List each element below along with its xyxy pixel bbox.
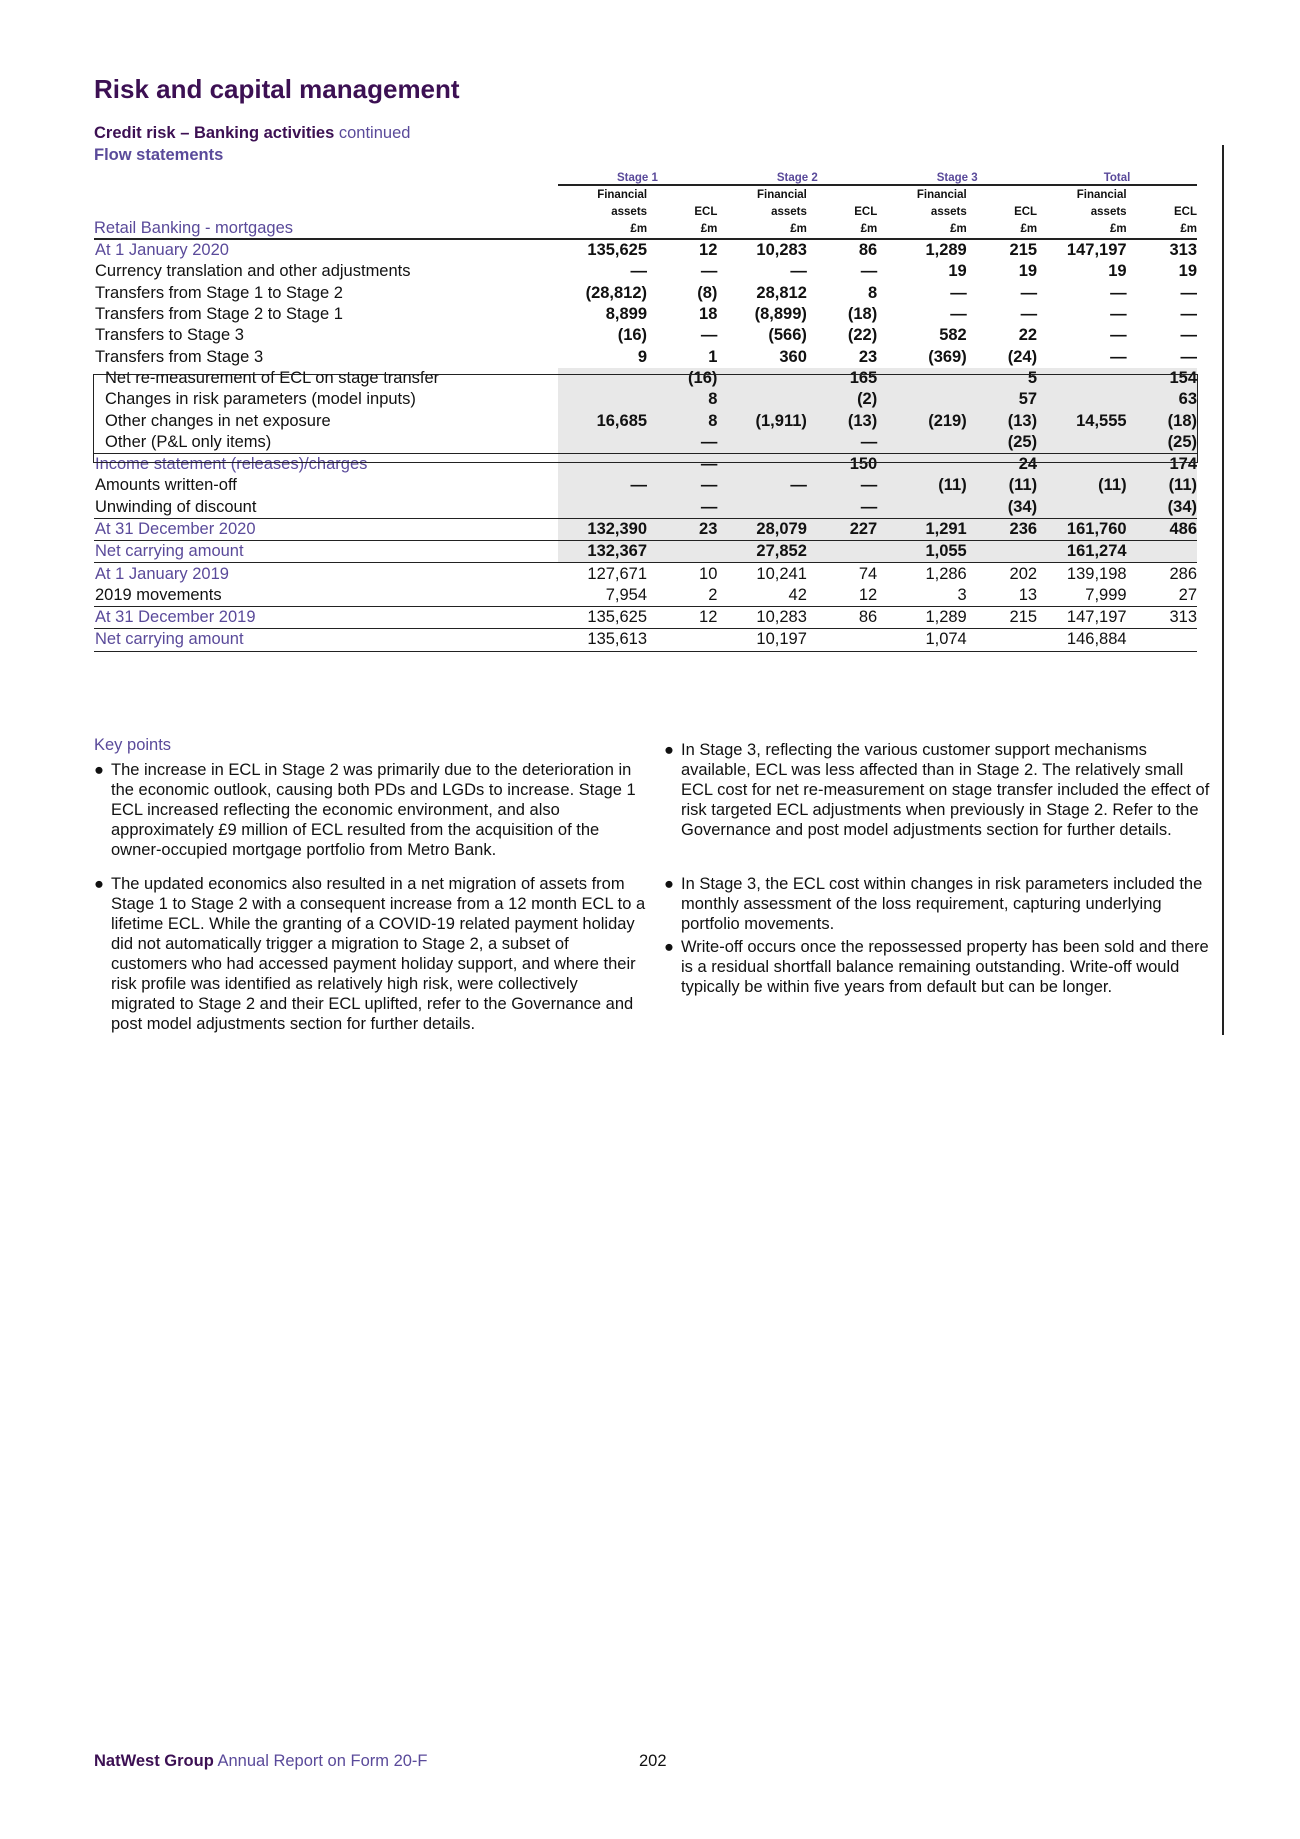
table-row	[94, 541, 1197, 563]
ecl-cell: (18)	[847, 305, 878, 324]
key-point-text: Write-off occurs once the repossessed property has been sold and there is a residual shortfall balance remaining outstanding. Write-off would typically be within five years from default but can be longer.	[681, 938, 1209, 996]
ecl-cell: —	[860, 262, 878, 281]
row-label: 2019 movements	[95, 585, 222, 604]
ecl-cell: —	[647, 475, 717, 496]
financial-assets-cell: 135,613	[558, 629, 648, 651]
row-label: Net carrying amount	[94, 541, 558, 563]
ecl-cell: 154	[1127, 368, 1197, 389]
ecl-cell: (34)	[967, 497, 1037, 519]
ecl-cell: 19	[1178, 262, 1197, 281]
ecl-cell: (13)	[967, 410, 1037, 431]
ecl-cell: 13	[1018, 585, 1038, 604]
key-point	[664, 740, 1214, 840]
table-row	[94, 346, 1197, 367]
financial-assets-cell: 7,999	[1085, 585, 1127, 604]
financial-assets-cell: 1,289	[925, 241, 967, 260]
financial-assets-cell: 28,079	[717, 518, 807, 540]
ecl-cell: 5	[967, 368, 1037, 389]
flow-statement-table	[94, 167, 1197, 652]
table-row	[94, 453, 1197, 475]
table-row	[94, 432, 1197, 454]
financial-assets-cell	[877, 368, 967, 389]
key-point-text: In Stage 3, the ECL cost within changes in risk parameters included the monthly assessment of the loss requirement, capturing underlying portfolio movements.	[681, 875, 1203, 933]
financial-assets-col-header	[877, 185, 967, 239]
financial-assets-cell: —	[1110, 326, 1127, 345]
financial-assets-cell: (28,812)	[585, 283, 648, 302]
ecl-cell: —	[1180, 347, 1197, 366]
ecl-cell: —	[1180, 305, 1197, 324]
footer-brand: NatWest Group	[94, 1752, 214, 1770]
financial-assets-cell: 16,685	[558, 410, 648, 431]
financial-assets-cell: 10,283	[717, 607, 807, 629]
row-label: Transfers from Stage 3	[95, 347, 264, 366]
table-row	[94, 518, 1197, 540]
ecl-cell: 22	[1018, 326, 1038, 345]
page-number: 202	[639, 1752, 667, 1770]
financial-assets-cell: —	[1110, 347, 1127, 366]
ecl-cell: 286	[1127, 563, 1197, 585]
bullet-icon: ●	[664, 938, 674, 956]
section-subtitle	[94, 124, 410, 143]
subtitle-main: Credit risk – Banking activities	[94, 124, 335, 142]
financial-assets-cell: 9	[637, 347, 648, 366]
ecl-cell: (25)	[967, 432, 1037, 454]
table-row	[94, 563, 1197, 585]
bullet-icon: ●	[94, 761, 104, 779]
financial-assets-cell: 3	[957, 585, 967, 604]
bullet-icon: ●	[664, 875, 674, 893]
row-label: Transfers from Stage 2 to Stage 1	[95, 305, 343, 324]
financial-assets-cell	[717, 368, 807, 389]
table-row	[94, 497, 1197, 519]
key-point-text: The updated economics also resulted in a net migration of assets from Stage 1 to Stage 2 with a consequent increase from a 12 month ECL to a lifetime ECL. While the granting of a COVID-19 related payment holiday did not automatically trigger a migration to Stage 2, a subset of customers who had accessed payment holiday support, and where their risk profile was identified as relatively high risk, were collectively migrated to Stage 2 and their ECL uplifted, refer to the Governance and post model adjustments section for further details.	[111, 875, 646, 1033]
col-header-line: ECL	[1014, 206, 1038, 218]
ecl-cell: —	[700, 262, 718, 281]
financial-assets-cell: 147,197	[1037, 607, 1127, 629]
stage-3-header: Stage 3	[877, 167, 1037, 185]
ecl-cell: 174	[1127, 453, 1197, 475]
ecl-cell: (16)	[647, 368, 717, 389]
financial-assets-cell	[877, 432, 967, 454]
row-label: At 1 January 2020	[95, 241, 229, 260]
ecl-cell: (22)	[847, 326, 878, 345]
financial-assets-cell	[877, 389, 967, 410]
col-header-line: £m	[1180, 223, 1197, 235]
col-header-line: Financial	[597, 189, 648, 201]
table-row	[94, 304, 1197, 325]
financial-assets-cell	[558, 453, 648, 475]
key-point	[94, 874, 646, 1034]
ecl-cell	[967, 541, 1037, 563]
stage-header-row	[94, 167, 1197, 185]
financial-assets-cell: 135,625	[558, 607, 648, 629]
col-header-line: £m	[1020, 223, 1038, 235]
financial-assets-cell	[1037, 497, 1127, 519]
table-row	[94, 389, 1197, 410]
ecl-cell: 19	[1018, 262, 1038, 281]
financial-assets-cell: (11)	[877, 475, 967, 496]
financial-assets-cell: 161,274	[1037, 541, 1127, 563]
ecl-cell: 27	[1178, 585, 1197, 604]
financial-assets-cell	[1037, 432, 1127, 454]
financial-assets-cell	[717, 497, 807, 519]
ecl-cell	[1127, 629, 1197, 651]
ecl-cell: 57	[967, 389, 1037, 410]
financial-assets-cell: 14,555	[1037, 410, 1127, 431]
financial-assets-cell: 360	[779, 347, 807, 366]
table-row	[94, 607, 1197, 629]
ecl-cell: 23	[647, 518, 717, 540]
row-label: Amounts written-off	[95, 476, 237, 495]
ecl-cell: (2)	[807, 389, 877, 410]
col-header-line: ECL	[854, 206, 878, 218]
financial-assets-cell: 132,367	[558, 541, 648, 563]
row-label: Net re-measurement of ECL on stage transfer	[105, 368, 440, 387]
table-row	[94, 475, 1197, 496]
financial-assets-cell: 146,884	[1037, 629, 1127, 651]
row-label: Changes in risk parameters (model inputs)	[105, 390, 416, 409]
ecl-cell: —	[1180, 326, 1197, 345]
financial-assets-cell: 19	[948, 262, 967, 281]
ecl-cell: 10	[647, 563, 717, 585]
table-row	[94, 585, 1197, 607]
financial-assets-cell	[1037, 453, 1127, 475]
ecl-cell: 8	[868, 283, 878, 302]
ecl-cell: 486	[1127, 518, 1197, 540]
col-header-line: £m	[790, 223, 807, 235]
key-point-text: The increase in ECL in Stage 2 was primarily due to the deterioration in the economic outlook, causing both PDs and LGDs to increase. Stage 1 ECL increased reflecting the economic environment, and also approximately £9 million of ECL resulted from the acquisition of the owner-occupied mortgage portfolio from Metro Bank.	[111, 761, 636, 859]
key-point-text: In Stage 3, reflecting the various customer support mechanisms available, ECL was less affected than in Stage 2. The relatively small ECL cost for net re-measurement on stage transfer included the effect of risk targeted ECL adjustments when previously in Stage 2. Refer to the Governance and post model adjustments section for further details.	[681, 741, 1210, 839]
financial-assets-cell	[717, 453, 807, 475]
table-row	[94, 325, 1197, 346]
financial-assets-cell: (8,899)	[754, 305, 807, 324]
flow-statements-title: Flow statements	[94, 146, 224, 164]
financial-assets-cell: —	[950, 305, 967, 324]
financial-assets-cell: 582	[939, 326, 967, 345]
ecl-cell: 165	[807, 368, 877, 389]
table-row	[94, 261, 1197, 282]
col-header-line: assets	[1090, 206, 1127, 218]
row-label: Income statement (releases)/charges	[94, 453, 558, 475]
footer-report-name: Annual Report on Form 20-F	[217, 1752, 428, 1770]
financial-assets-cell: 42	[788, 585, 807, 604]
financial-assets-cell: 1,286	[877, 563, 967, 585]
financial-assets-cell: (219)	[877, 410, 967, 431]
financial-assets-cell: —	[950, 283, 967, 302]
table-row	[94, 410, 1197, 431]
footer	[94, 1752, 428, 1771]
key-point	[664, 874, 1214, 934]
col-header-line: £m	[630, 223, 648, 235]
financial-assets-cell: (1,911)	[717, 410, 807, 431]
financial-assets-cell	[717, 432, 807, 454]
financial-assets-cell: 10,197	[717, 629, 807, 651]
financial-assets-cell	[717, 389, 807, 410]
financial-assets-cell	[558, 368, 648, 389]
financial-assets-cell: 8,899	[605, 305, 648, 324]
financial-assets-cell: 28,812	[756, 283, 807, 302]
ecl-cell: (34)	[1127, 497, 1197, 519]
ecl-cell: 1	[708, 347, 718, 366]
financial-assets-cell: (16)	[617, 326, 648, 345]
financial-assets-cell: —	[1110, 283, 1127, 302]
row-label: At 31 December 2020	[94, 518, 558, 540]
ecl-cell: 24	[967, 453, 1037, 475]
ecl-cell: (13)	[807, 410, 877, 431]
financial-assets-cell: 139,198	[1037, 563, 1127, 585]
financial-assets-cell: 19	[1108, 262, 1127, 281]
financial-assets-cell: —	[558, 475, 648, 496]
ecl-cell: 63	[1127, 389, 1197, 410]
financial-assets-col-header	[717, 185, 807, 239]
financial-assets-cell: —	[630, 262, 648, 281]
financial-assets-cell: —	[1110, 305, 1127, 324]
stage-1-header: Stage 1	[558, 167, 718, 185]
key-points-title: Key points	[94, 736, 172, 754]
col-header-line: Financial	[1076, 189, 1127, 201]
ecl-cell: 2	[708, 585, 718, 604]
financial-assets-cell: (566)	[768, 326, 807, 345]
col-header-line: Financial	[757, 189, 807, 201]
financial-assets-cell	[1037, 389, 1127, 410]
col-header-line: Financial	[916, 189, 967, 201]
ecl-cell: —	[807, 497, 877, 519]
financial-assets-cell: 147,197	[1066, 241, 1127, 260]
total-header: Total	[1037, 167, 1197, 185]
financial-assets-cell: —	[717, 475, 807, 496]
ecl-cell: —	[1020, 283, 1038, 302]
table-row	[94, 283, 1197, 304]
ecl-cell: 86	[858, 241, 878, 260]
financial-assets-cell	[558, 389, 648, 410]
column-header-row	[94, 185, 1197, 239]
financial-assets-cell: 127,671	[558, 563, 648, 585]
ecl-cell: (24)	[1007, 347, 1038, 366]
ecl-cell: (11)	[967, 475, 1037, 496]
ecl-cell: —	[647, 432, 717, 454]
ecl-cell: 313	[1127, 607, 1197, 629]
ecl-cell: (18)	[1127, 410, 1197, 431]
bullet-icon: ●	[94, 875, 104, 893]
col-header-line: £m	[950, 223, 967, 235]
ecl-cell: 150	[807, 453, 877, 475]
row-label: Net carrying amount	[94, 629, 558, 651]
ecl-col-header	[807, 185, 877, 239]
row-label: Transfers from Stage 1 to Stage 2	[95, 283, 343, 302]
bullet-icon: ●	[664, 741, 674, 759]
ecl-cell	[807, 629, 877, 651]
ecl-cell: 8	[647, 389, 717, 410]
row-label: Unwinding of discount	[95, 497, 257, 516]
ecl-cell: 313	[1169, 241, 1197, 260]
ecl-cell: 12	[858, 585, 878, 604]
financial-assets-cell: 10,283	[756, 241, 807, 260]
ecl-cell: 12	[699, 241, 718, 260]
ecl-cell	[647, 629, 717, 651]
financial-assets-cell: (369)	[928, 347, 967, 366]
portfolio-label: Retail Banking - mortgages	[94, 185, 558, 239]
table-row	[94, 239, 1197, 261]
ecl-cell: 8	[647, 410, 717, 431]
financial-assets-cell: 7,954	[605, 585, 648, 604]
financial-assets-cell: 135,625	[587, 241, 648, 260]
col-header-line: assets	[771, 206, 807, 218]
financial-assets-cell: 10,241	[717, 563, 807, 585]
ecl-col-header	[1127, 185, 1197, 239]
financial-assets-cell: 1,289	[877, 607, 967, 629]
row-label: At 1 January 2019	[94, 563, 558, 585]
financial-assets-cell: 132,390	[558, 518, 648, 540]
ecl-cell: —	[807, 432, 877, 454]
financial-assets-cell	[877, 497, 967, 519]
row-label: Other (P&L only items)	[105, 432, 272, 451]
col-header-line: £m	[700, 223, 718, 235]
ecl-cell	[647, 541, 717, 563]
financial-assets-col-header	[1037, 185, 1127, 239]
financial-assets-col-header	[558, 185, 648, 239]
ecl-cell: 23	[858, 347, 878, 366]
ecl-col-header	[967, 185, 1037, 239]
financial-assets-cell	[558, 497, 648, 519]
col-header-line: £m	[860, 223, 878, 235]
financial-assets-cell	[1037, 368, 1127, 389]
ecl-col-header	[647, 185, 717, 239]
ecl-cell: —	[807, 475, 877, 496]
row-label: Currency translation and other adjustments	[95, 262, 411, 281]
financial-assets-cell: 1,074	[877, 629, 967, 651]
ecl-cell: 18	[699, 305, 718, 324]
ecl-cell: —	[1020, 305, 1038, 324]
ecl-cell: —	[647, 497, 717, 519]
financial-assets-cell: 1,055	[877, 541, 967, 563]
ecl-cell: —	[1180, 283, 1197, 302]
ecl-cell: 202	[967, 563, 1037, 585]
col-header-line: ECL	[694, 206, 718, 218]
ecl-cell: 215	[1009, 241, 1038, 260]
ecl-cell: (8)	[697, 283, 718, 302]
col-header-line: ECL	[1174, 206, 1197, 218]
subtitle-continued: continued	[338, 124, 411, 142]
ecl-cell: —	[700, 326, 718, 345]
col-header-line: assets	[611, 206, 648, 218]
financial-assets-cell	[558, 432, 648, 454]
financial-assets-cell: 161,760	[1037, 518, 1127, 540]
ecl-cell: (11)	[1127, 475, 1197, 496]
financial-assets-cell: (11)	[1037, 475, 1127, 496]
ecl-cell	[1127, 541, 1197, 563]
ecl-cell: 12	[647, 607, 717, 629]
table-row	[94, 368, 1197, 389]
stage-2-header: Stage 2	[717, 167, 877, 185]
key-point	[94, 760, 646, 860]
row-label: At 31 December 2019	[94, 607, 558, 629]
col-header-line: £m	[1109, 223, 1127, 235]
financial-assets-cell	[877, 453, 967, 475]
ecl-cell: —	[647, 453, 717, 475]
margin-rule	[1222, 145, 1224, 1035]
ecl-cell: 227	[807, 518, 877, 540]
financial-assets-cell: 27,852	[717, 541, 807, 563]
page-title: Risk and capital management	[94, 74, 460, 104]
ecl-cell: 215	[967, 607, 1037, 629]
ecl-cell: (25)	[1127, 432, 1197, 454]
key-point	[664, 937, 1214, 997]
ecl-cell: 236	[967, 518, 1037, 540]
financial-assets-cell: 1,291	[877, 518, 967, 540]
ecl-cell	[967, 629, 1037, 651]
ecl-cell: 74	[807, 563, 877, 585]
row-label: Transfers to Stage 3	[95, 326, 244, 345]
ecl-cell	[807, 541, 877, 563]
financial-assets-cell: —	[790, 262, 807, 281]
ecl-cell: 86	[807, 607, 877, 629]
col-header-line: assets	[930, 206, 967, 218]
row-label: Other changes in net exposure	[105, 411, 331, 430]
table-row	[94, 629, 1197, 651]
